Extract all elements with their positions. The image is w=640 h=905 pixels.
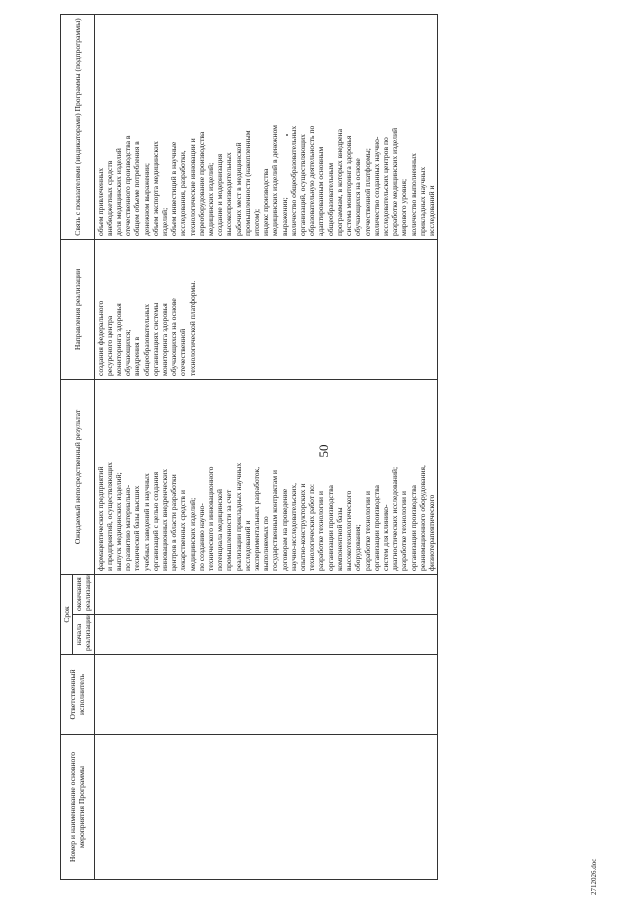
direction-line: мониторинга здоровья xyxy=(114,303,124,376)
result-line: технического и инновационного xyxy=(206,466,216,571)
indicator-line: количество выполненных xyxy=(408,153,418,236)
indicator-line: медицинских изделий; xyxy=(206,162,216,236)
direction-line: отечественной xyxy=(178,328,188,376)
indicator-line: доля медицинских изделий xyxy=(114,148,124,236)
result-line: выпуск медицинских изделий; xyxy=(114,472,124,571)
indicator-line: исследования, разработки, xyxy=(178,150,188,236)
result-line: промышленности за счет xyxy=(224,489,234,571)
cell-expected-result xyxy=(94,379,438,574)
result-line: разработке технологии и xyxy=(362,491,372,571)
indicator-line: рабочих мест в медицинской xyxy=(233,142,243,236)
result-line: договорам на проведение xyxy=(279,488,289,571)
indicator-line: система мониторинга здоровья xyxy=(344,135,354,236)
result-line: оборудования; xyxy=(353,524,363,571)
result-text xyxy=(96,383,437,571)
page-number: 50 xyxy=(316,444,331,458)
result-line: организации производства xyxy=(325,485,335,571)
result-line: медицинских изделий; xyxy=(187,497,197,571)
rotated-table-container xyxy=(60,15,436,880)
indicator-line: образовательную деятельность по xyxy=(307,125,317,236)
result-line: диагностических исследований; xyxy=(390,466,400,571)
result-line: выполняемых по xyxy=(261,516,271,571)
result-line: разработке технологии и xyxy=(316,491,326,571)
indicator-line: отечественной платформы; xyxy=(362,148,372,236)
indicator-line: изделий; xyxy=(160,207,170,236)
header-term-start: начала реализации xyxy=(73,615,94,655)
result-line: потенциала медицинской xyxy=(215,489,225,571)
footer-filename: 2712026.doc xyxy=(590,858,598,895)
direction-line: мониторинга здоровья xyxy=(160,303,170,376)
result-line: центров в области разработки xyxy=(169,474,179,571)
indicator-line: итогом); xyxy=(252,208,262,236)
result-line: организаций с целью создания xyxy=(150,471,160,571)
direction-line: ресурсного центра xyxy=(104,315,114,376)
result-line: технологических работ по: xyxy=(307,483,317,571)
indicator-line: адаптированным основным xyxy=(316,146,326,236)
indicator-line: разработке медицинских изделий xyxy=(390,127,400,236)
result-line: и предприятий, осуществляющих xyxy=(104,462,114,571)
direction-line: обучающихся на основе xyxy=(169,298,179,376)
header-program-event: Номер и наименование основного мероприятия Программы xyxy=(61,735,95,880)
header-term-end: окончания реализации xyxy=(73,574,94,614)
direction-line: обучающихся; xyxy=(123,329,133,376)
cell-term-start xyxy=(94,615,438,655)
indicator-line: создание и модернизация xyxy=(215,153,225,236)
result-line: по развитию материально- xyxy=(123,484,133,571)
result-line: государственным контрактам и xyxy=(270,470,280,571)
cell-directions xyxy=(94,239,438,379)
direction-line: общеобразовательных xyxy=(141,303,151,376)
indicator-line: исследовательских центров по xyxy=(380,137,390,236)
header-expected-result: Ожидаемый непосредственный результат xyxy=(61,379,95,574)
indicator-line: количество общеобразовательных xyxy=(288,125,298,236)
indicator-line: технологические инновации и xyxy=(187,138,197,236)
indicator-line: отечественного производства в xyxy=(123,135,133,236)
result-line: высокотехнологического xyxy=(344,490,354,571)
indicator-line: объем экспорта медицинских xyxy=(150,141,160,236)
result-line: фармацевтических предприятий xyxy=(95,466,105,571)
indicator-line: программам, в которых внедрена xyxy=(334,129,344,236)
direction-line: внедрения в xyxy=(132,336,142,376)
result-line: физиотерапевтического xyxy=(426,494,436,571)
indicator-line: организаций, осуществляющих xyxy=(298,134,308,236)
result-line: компонентной базы xyxy=(334,507,344,571)
indicator-line: прикладных научных xyxy=(417,166,427,236)
indicator-line: промышленности (накопленным xyxy=(242,130,252,236)
direction-line: организациях системы xyxy=(150,302,160,376)
result-line: организации производства xyxy=(408,485,418,571)
result-line: исследований и xyxy=(242,520,252,571)
indicator-line: мирового уровня; xyxy=(399,178,409,236)
direction-line: создания федерального xyxy=(95,300,105,376)
header-term: Срок xyxy=(61,574,73,654)
indicator-line: выражении; xyxy=(279,197,289,236)
result-line: организации производства xyxy=(371,485,381,571)
indicators-text xyxy=(96,18,437,236)
indicator-line: медицинских изделий в денежном xyxy=(270,125,280,236)
result-line: реализации прикладных научных xyxy=(233,462,243,571)
result-line: лекарственных средств и xyxy=(178,490,188,571)
directions-text xyxy=(96,243,197,376)
result-line: систем для клинико- xyxy=(380,504,390,571)
indicator-line: внебюджетных средств xyxy=(104,160,114,236)
result-line: экспериментальных разработок, xyxy=(252,466,262,571)
program-table xyxy=(60,14,438,880)
indicator-line: общем объеме потребления в xyxy=(132,141,142,236)
result-line: технической базы высших xyxy=(132,485,142,571)
result-line: инновационных внедренческих xyxy=(160,468,170,571)
header-responsible: Ответственный исполнитель xyxy=(61,655,95,735)
result-line: научно-исследовательских, xyxy=(288,482,298,571)
indicator-line: высокопроизводительных xyxy=(224,152,234,236)
indicator-line: объем инвестиций в научные xyxy=(169,141,179,236)
direction-line: технологической платформы. xyxy=(187,280,197,376)
result-line: разработке технологии и xyxy=(399,491,409,571)
header-indicators: Связь с показателями (индикаторами) Программы (подпрограммы) xyxy=(61,14,95,239)
indicator-line: обучающихся на основе xyxy=(353,158,363,236)
header-directions: Направления реализации xyxy=(61,239,95,379)
indicator-line: количество созданных научно- xyxy=(371,136,381,236)
indicator-line: переоборудование производства xyxy=(196,131,206,236)
indicator-line: исследований и xyxy=(426,185,436,236)
indicator-line: объем привлеченных xyxy=(95,167,105,236)
result-line: реанимационного оборудования, xyxy=(417,465,427,571)
table-row xyxy=(94,14,438,879)
indicator-line: индекс производства xyxy=(261,168,271,236)
result-line: учебных заведений и научных xyxy=(141,473,151,571)
indicator-line: денежном выражении; xyxy=(141,162,151,236)
cell-responsible xyxy=(94,655,438,735)
cell-program-event xyxy=(94,735,438,880)
cell-term-end xyxy=(94,574,438,614)
indicator-line: общеобразовательным xyxy=(325,162,335,236)
cell-indicators xyxy=(94,14,438,239)
result-line: по созданию научно- xyxy=(196,503,206,571)
result-line: опытно-конструкторских и xyxy=(298,483,308,571)
